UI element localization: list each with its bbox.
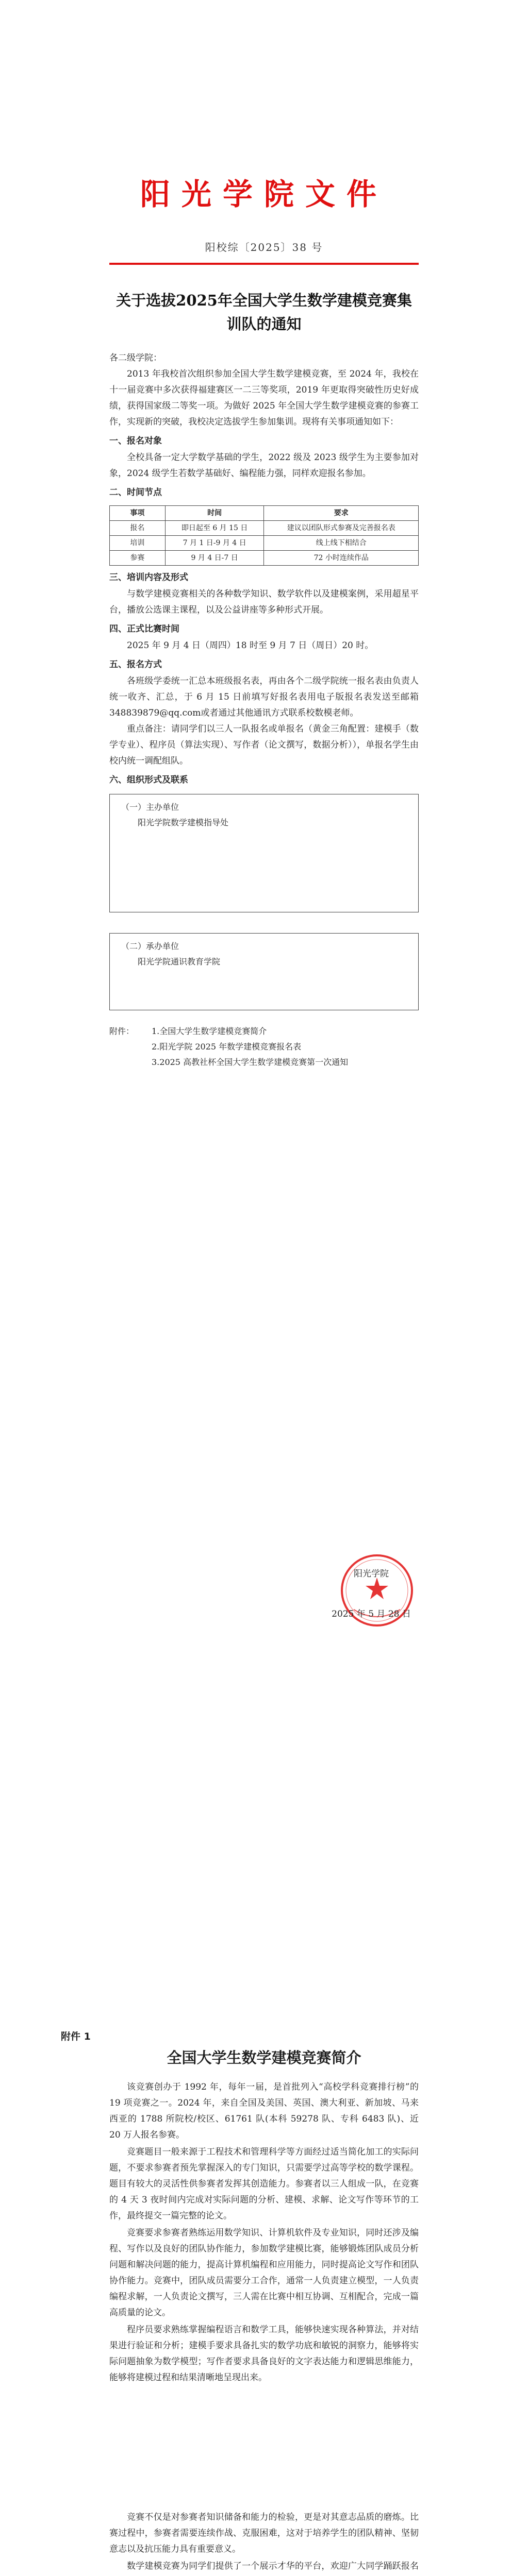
appendix-paragraph: 竞赛题目一般来源于工程技术和管理科学等方面经过适当简化加工的实际问题，不要求参赛者预先掌握深入的专门知识，只需要学过高等学校的数学课程。题目有较大的灵活性供参赛者发挥其创造能力。参赛者以三人组成一队，在竞赛的 4 天 3 夜时间内完成对实际问题的分析、建模、求解、论文写作等环节的工作，最终提交一篇完整的论文。 xyxy=(109,2147,419,2221)
notice-body xyxy=(109,350,419,1070)
attachment-link[interactable]: 2.阳光学院 2025 年数学建模竞赛报名表 xyxy=(152,1042,302,1052)
schedule-header-cell: 时间 xyxy=(165,506,264,521)
appendix-label: 附件 1 xyxy=(61,2031,91,2042)
organizer-title: （一）主办单位 xyxy=(121,802,179,812)
document-number: 阳校综〔2025〕38 号 xyxy=(205,241,323,253)
section-heading-4: 四、正式比赛时间 xyxy=(109,624,179,634)
appendix-paragraph: 程序员要求熟练掌握编程语言和数学工具，能够快速实现各种算法，并对结果进行验证和分析；建模手要求具备扎实的数学功底和敏锐的洞察力，能够将实际问题抽象为数学模型；写作者要求具备良好的文字表达能力和逻辑思维能力，能够将建模过程和结果清晰地呈现出来。 xyxy=(109,2325,419,2383)
organizer-text: 阳光学院数学建模指导处 xyxy=(138,818,229,827)
co-organizer-box xyxy=(109,933,419,1010)
section-heading-2: 二、时间节点 xyxy=(109,487,162,498)
attachments-list xyxy=(109,1024,419,1070)
section-text-1: 全校具备一定大学数学基础的学生，2022 级及 2023 级学生为主要参加对象，2024 级学生若数学基础好、编程能力强，同样欢迎报名参加。 xyxy=(109,452,419,479)
table-cell: 培训 xyxy=(110,536,166,551)
schedule-header-cell: 要求 xyxy=(264,506,419,521)
table-cell: 线上线下相结合 xyxy=(264,536,419,551)
table-cell: 建议以团队形式参赛及完善报名表 xyxy=(264,521,419,536)
schedule-table xyxy=(109,505,419,566)
section-text-4: 2025 年 9 月 4 日（周四）18 时至 9 月 7 日（周日）20 时。 xyxy=(127,640,374,651)
attachment-link[interactable]: 1.全国大学生数学建模竞赛简介 xyxy=(152,1026,267,1036)
appendix-paragraph: 竞赛不仅是对参赛者知识储备和能力的检验，更是对其意志品质的磨炼。比赛过程中，参赛者需要连续作战、克服困难，这对于培养学生的团队精神、坚韧意志以及抗压能力具有重要意义。 xyxy=(109,2512,419,2554)
appendix-paragraph: 数学建模竞赛为同学们提供了一个展示才华的平台，欢迎广大同学踊跃报名 xyxy=(127,2561,419,2571)
table-row xyxy=(110,536,419,551)
table-cell: 即日起至 6 月 15 日 xyxy=(165,521,264,536)
salutation: 各二级学院： xyxy=(109,353,162,363)
schedule-header-cell: 事项 xyxy=(110,506,166,521)
section-heading-1: 一、报名对象 xyxy=(109,436,162,446)
co-organizer-text: 阳光学院通识教育学院 xyxy=(138,957,221,967)
table-cell: 9 月 4 日-7 日 xyxy=(165,551,264,566)
table-row xyxy=(110,551,419,566)
schedule-header-row xyxy=(110,506,419,521)
appendix-paragraph: 竞赛要求参赛者熟练运用数学知识、计算机软件及专业知识，同时还涉及编程、写作以及良好的团队协作能力，参加数学建模比赛，能够锻炼团队成员分析问题和解决问题的能力，提高计算机编程和应用能力，同时提高论文写作和团队协作能力。竞赛中，团队成员需要分工合作，通常一人负责建立模型，一人负责编程求解，一人负责论文撰写，三人需在比赛中相互协调、互相配合，完成一篇高质量的论文。 xyxy=(109,2228,419,2318)
document-page-2 xyxy=(0,1865,528,2576)
signing-date: 2025 年 5 月 28 日 xyxy=(332,1609,411,1619)
appendix-paragraph: 该竞赛创办于 1992 年，每年一届，是首批列入“高校学科竞赛排行榜”的 19 项竞赛之一。2024 年，来自全国及美国、英国、澳大利亚、新加坡、马来西亚的 1788 所院校/校区、61761 队(本科 59278 队、专科 6483 队)、近 20 万人报名参赛。 xyxy=(109,2082,419,2140)
red-separator-line xyxy=(109,263,419,265)
section-text-5a: 各班级学委统一汇总本班级报名表，再由各个二级学院统一报名表由负责人统一收齐、汇总，于 6 月 15 日前填写好报名表用电子版报名表发送至邮箱 348839879@qq.com或者通过其他通讯方式联系校数模老师。 xyxy=(109,676,419,718)
attachment-link[interactable]: 3.2025 高教社杯全国大学生数学建模竞赛第一次通知 xyxy=(152,1057,349,1067)
co-organizer-title: （二）承办单位 xyxy=(121,941,179,951)
table-cell: 7 月 1 日-9 月 4 日 xyxy=(165,536,264,551)
signing-organization: 阳光学院 xyxy=(354,1569,389,1579)
intro-paragraph: 2013 年我校首次组织参加全国大学生数学建模竞赛，至 2024 年，我校在十一届竞赛中多次获得福建赛区一二三等奖项，2019 年更取得突破性历史好成绩，获得国家级二等奖一项。为做好 2025 年全国大学生数学建模竞赛的参赛工作，实现新的突破，我校决定选拔学生参加集训。现将有关事项通知如下： xyxy=(109,369,419,427)
section-text-5b: 重点备注：请同学们以三人一队报名或单报名（黄金三角配置：建模手（数学专业）、程序员（算法实现）、写作者（论文撰写，数据分析）），单报名学生由校内统一调配组队。 xyxy=(109,724,419,766)
table-row xyxy=(110,521,419,536)
table-cell: 参赛 xyxy=(110,551,166,566)
organizer-box xyxy=(109,794,419,912)
notice-title: 关于选拔2025年全国大学生数学建模竞赛集训队的通知 xyxy=(116,292,412,333)
section-heading-5: 五、报名方式 xyxy=(109,659,162,670)
appendix-body xyxy=(109,2079,419,2576)
section-heading-6: 六、组织形式及联系 xyxy=(109,775,188,785)
section-text-3: 与数学建模竞赛相关的各种数学知识、数学软件以及建模案例，采用超星平台，播放公选课主课程，以及公益讲座等多种形式开展。 xyxy=(109,589,419,615)
table-cell: 报名 xyxy=(110,521,166,536)
attachments-label: 附件： xyxy=(109,1026,135,1036)
appendix-title: 全国大学生数学建模竞赛简介 xyxy=(167,2049,361,2066)
section-heading-3: 三、培训内容及形式 xyxy=(109,572,188,583)
document-org-title: 阳光学院文件 xyxy=(140,177,388,212)
table-cell: 72 小时连续作品 xyxy=(264,551,419,566)
